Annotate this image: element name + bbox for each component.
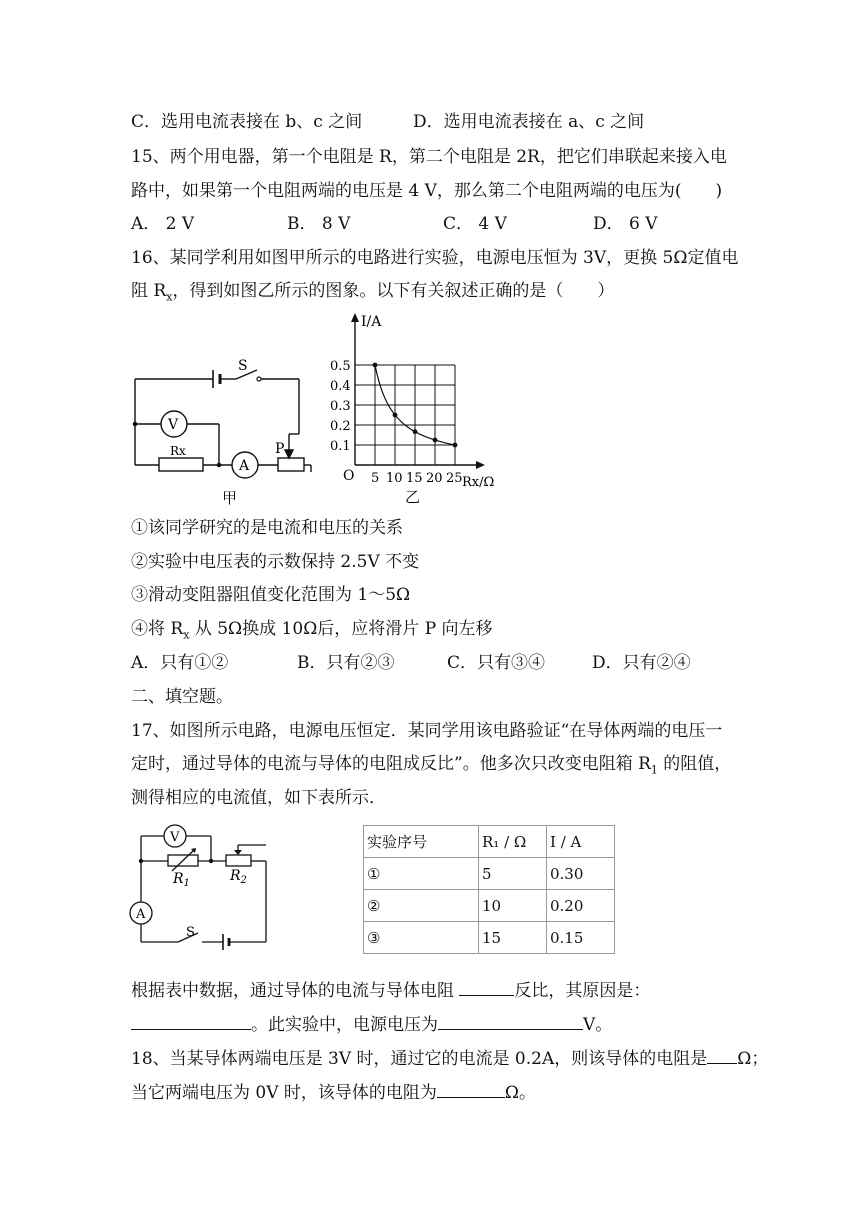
q17-switch-label: S (186, 925, 195, 940)
q17-circuit-diagram (128, 820, 278, 955)
x-tick-label: 10 (386, 471, 403, 486)
table-header-cell: 实验序号 (364, 826, 479, 858)
q15-line1: 15、两个用电器，第一个电阻是 R，第二个电阻是 2R，把它们串联起来接入电 (131, 147, 727, 167)
graph-point (453, 443, 458, 448)
y-tick-label: 0.3 (330, 399, 351, 414)
table-cell: 5 (479, 858, 547, 890)
q17-line3: 测得相应的电流值，如下表所示． (131, 788, 386, 808)
answer-blank[interactable] (437, 1080, 505, 1098)
x-tick-label: 20 (426, 471, 443, 486)
q16-options (131, 652, 691, 674)
q16-statement-4: ④将 $R_x$ 从 5Ω换成 10Ω后，应将滑片 P 向左移 (131, 619, 493, 642)
q18-line1: 18、当某导体两端电压是 3V 时，通过它的电流是 0.2A，则该导体的电阻是 Ω； (131, 1046, 768, 1070)
q16-resistor-label: Rx (170, 444, 186, 458)
graph-point (433, 438, 438, 443)
table-header-cell: I / A (547, 826, 615, 858)
q16-graph (330, 310, 520, 510)
q16-switch-label: S (238, 358, 248, 374)
q16-line1: 16、某同学利用如图甲所示的电路进行实验，电源电压恒为 3V，更换 5Ω定值电 (131, 248, 739, 268)
q15-option-b: B． 8 V (287, 214, 351, 234)
table-cell: 0.30 (547, 858, 615, 890)
q16-graph-caption: 乙 (405, 488, 421, 506)
q17-answer-line2: 。此实验中，电源电压为 V。 (131, 1012, 612, 1036)
r2-slider-arrow (234, 850, 242, 855)
q16-option-a: A．只有①② (131, 653, 229, 673)
q16-y-axis-label: I/A (361, 314, 382, 330)
answer-blank[interactable] (707, 1046, 737, 1064)
q16-x-axis-label: Rx/Ω (462, 475, 495, 490)
section-title: 二、填空题。 (131, 687, 233, 707)
q15-line2: 路中，如果第一个电阻两端的电压是 4 V，那么第二个电阻两端的电压为( ) (131, 181, 723, 201)
q16-voltmeter-label: V (168, 417, 179, 433)
q16-option-c: C．只有③④ (447, 653, 546, 673)
q15-options (131, 213, 658, 235)
q16-statement-3: ③滑动变阻器阻值变化范围为 1～5Ω (131, 585, 411, 605)
q17-r2-label: $R_2$ (230, 868, 247, 886)
q16-circuit-junction (217, 463, 222, 468)
table-cell: 15 (479, 922, 547, 954)
q16-option-b: B．只有②③ (297, 653, 395, 673)
q17-circuit-junction (139, 859, 143, 863)
q17-voltmeter-label: V (170, 830, 180, 845)
q16-circuit-diagram (125, 352, 325, 512)
table-row (364, 922, 615, 954)
q16-slider-label: P (275, 441, 285, 457)
q16-option-d: D．只有②④ (592, 653, 691, 673)
table-cell: ③ (364, 922, 479, 954)
q17-circuit-junction (209, 859, 213, 863)
q16-origin-label: O (343, 468, 355, 484)
table-row (364, 858, 615, 890)
q15-option-c: C． 4 V (443, 214, 507, 234)
q16-circuit-caption: 甲 (222, 489, 238, 507)
q16-statement-1: ①该同学研究的是电流和电压的关系 (131, 518, 403, 538)
q14-option-c: C．选用电流表接在 b、c 之间 (131, 112, 363, 132)
q15-option-a: A． 2 V (131, 214, 195, 234)
q17-ammeter-label: A (136, 907, 146, 922)
q17-line2: 定时，通过导体的电流与导体的电阻成反比”。他多次只改变电阻箱 $R_1$ 的阻值， (131, 754, 732, 777)
table-cell: ② (364, 890, 479, 922)
q16-switch-pivot (257, 377, 261, 381)
q17-line1: 17、如图所示电路，电源电压恒定．某同学用该电路验证“在导体两端的电压一 (131, 721, 723, 741)
graph-point (413, 429, 418, 434)
q17-data-table (363, 825, 615, 954)
q14-options-line (131, 111, 644, 133)
q16-line2: 阻 $R_x$，得到如图乙所示的图象。以下有关叙述正确的是（ ） (131, 281, 615, 304)
answer-blank[interactable] (131, 1012, 251, 1030)
x-tick-label: 15 (406, 471, 423, 486)
answer-blank[interactable] (438, 1012, 583, 1030)
q15-option-d: D． 6 V (593, 214, 658, 234)
q16-circuit-junction (133, 422, 138, 427)
table-cell: 0.20 (547, 890, 615, 922)
q14-option-d: D．选用电流表接在 a、c 之间 (413, 112, 645, 132)
y-tick-label: 0.4 (330, 379, 351, 394)
q17-answer-line1: 根据表中数据，通过导体的电流与导体电阻 反比，其原因是： (131, 978, 650, 1002)
table-cell: 10 (479, 890, 547, 922)
y-tick-label: 0.1 (330, 439, 351, 454)
q18-line2: 当它两端电压为 0V 时，该导体的电阻为 Ω。 (131, 1080, 536, 1104)
x-tick-label: 25 (446, 471, 463, 486)
answer-blank[interactable] (459, 978, 514, 996)
table-cell: ① (364, 858, 479, 890)
table-header-row (364, 826, 615, 858)
y-axis-arrow (351, 313, 359, 322)
graph-point (393, 413, 398, 418)
y-tick-label: 0.2 (330, 419, 351, 434)
q17-r1-label: $R_1$ (173, 871, 190, 889)
table-row (364, 890, 615, 922)
graph-point (373, 363, 378, 368)
q16-statement-2: ②实验中电压表的示数保持 2.5V 不变 (131, 552, 420, 572)
table-cell: 0.15 (547, 922, 615, 954)
y-tick-label: 0.5 (330, 359, 351, 374)
q16-ammeter-label: A (239, 458, 250, 474)
x-tick-label: 5 (371, 471, 380, 486)
x-axis-arrow (476, 461, 485, 469)
table-header-cell: R₁ / Ω (479, 826, 547, 858)
